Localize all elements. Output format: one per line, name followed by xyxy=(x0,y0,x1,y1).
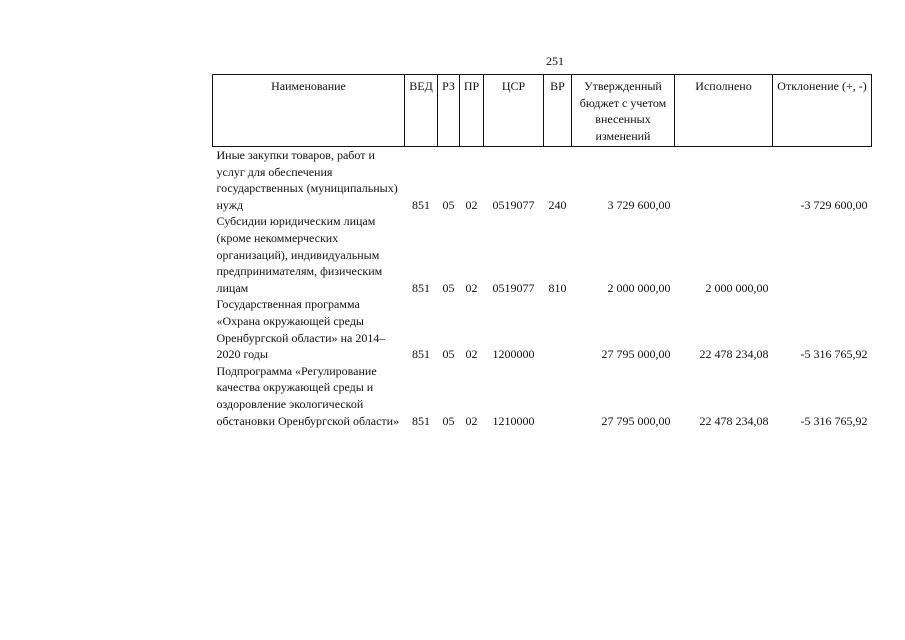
row-csr: 0519077 xyxy=(492,197,535,212)
header-approved-budget: Утвержденный бюджет с учетом внесенных изменений xyxy=(572,75,675,147)
row-executed: 2 000 000,00 xyxy=(705,280,769,295)
row-ved: 851 xyxy=(412,413,430,428)
table-row xyxy=(213,147,872,214)
table-row xyxy=(213,296,872,362)
row-pr: 02 xyxy=(465,413,478,428)
row-executed: 22 478 234,08 xyxy=(699,347,769,362)
header-rz: РЗ xyxy=(438,75,460,147)
row-deviation xyxy=(773,213,872,296)
row-deviation: -3 729 600,00 xyxy=(800,197,868,212)
page-number: 251 xyxy=(546,54,564,68)
budget-table xyxy=(212,74,872,429)
header-csr: ЦСР xyxy=(484,75,544,147)
row-deviation: -5 316 765,92 xyxy=(800,347,868,362)
row-csr: 1200000 xyxy=(492,347,535,362)
header-pr: ПР xyxy=(460,75,484,147)
row-vr: 240 xyxy=(548,197,567,212)
row-ved: 851 xyxy=(412,347,430,362)
row-name: Иные закупки товаров, работ и услуг для обеспечения государственных (муниципальных) нужд xyxy=(216,148,398,212)
row-approved: 27 795 000,00 xyxy=(601,413,671,428)
header-name: Наименование xyxy=(213,75,405,147)
row-approved: 3 729 600,00 xyxy=(607,197,671,212)
table-row xyxy=(213,213,872,296)
row-vr xyxy=(544,296,572,362)
row-pr: 02 xyxy=(465,197,478,212)
row-pr: 02 xyxy=(465,347,478,362)
row-name: Государственная программа «Охрана окружающей среды Оренбургской области» на 2014–2020 годы xyxy=(216,297,386,362)
table-header-row xyxy=(213,75,872,147)
header-ved: ВЕД xyxy=(405,75,438,147)
row-ved: 851 xyxy=(412,280,430,295)
row-executed: 22 478 234,08 xyxy=(699,413,769,428)
row-vr xyxy=(544,363,572,429)
row-csr: 1210000 xyxy=(492,413,535,428)
header-vr: ВР xyxy=(544,75,572,147)
header-deviation: Отклонение (+, -) xyxy=(773,75,872,147)
row-pr: 02 xyxy=(465,280,478,295)
row-rz: 05 xyxy=(442,347,455,362)
header-executed: Исполнено xyxy=(675,75,773,147)
row-name: Субсидии юридическим лицам (кроме некоммерческих организаций), индивидуальным предпринимателям, физическим лицам xyxy=(216,214,383,295)
row-rz: 05 xyxy=(442,280,455,295)
table-row xyxy=(213,363,872,429)
row-csr: 0519077 xyxy=(492,280,535,295)
row-approved: 2 000 000,00 xyxy=(607,280,671,295)
row-executed xyxy=(675,147,773,214)
row-approved: 27 795 000,00 xyxy=(601,347,671,362)
row-deviation: -5 316 765,92 xyxy=(800,413,868,428)
row-rz: 05 xyxy=(442,413,455,428)
row-name: Подпрограмма «Регулирование качества окружающей среды и оздоровление экологической обстановки Оренбургской области» xyxy=(216,363,400,428)
row-rz: 05 xyxy=(442,197,455,212)
row-vr: 810 xyxy=(548,280,567,295)
row-ved: 851 xyxy=(412,197,430,212)
